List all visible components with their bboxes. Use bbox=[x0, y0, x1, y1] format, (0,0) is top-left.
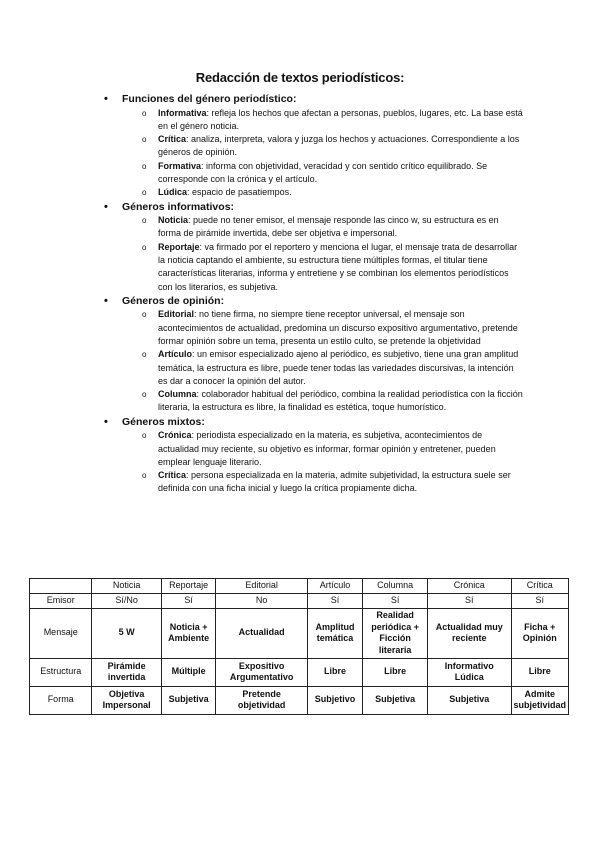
table-header-cell: Columna bbox=[363, 579, 428, 594]
table-row-label: Mensaje bbox=[30, 608, 92, 658]
circle-bullet-icon: o bbox=[142, 108, 147, 118]
item-term: Informativa bbox=[158, 107, 207, 118]
table-cell: Amplitud temática bbox=[307, 608, 362, 658]
item-term: Editorial bbox=[158, 309, 195, 320]
list-item bbox=[104, 388, 524, 415]
table-cell: Libre bbox=[511, 658, 569, 686]
item-text: : refleja los hechos que afectan a personas, pueblos, lugares, etc. La base está en el género noticia. bbox=[158, 107, 523, 131]
table-cell: Subjetivo bbox=[307, 686, 362, 714]
section-heading: • Géneros informativos: bbox=[104, 200, 524, 215]
item-term: Crítica bbox=[158, 470, 187, 481]
list-item bbox=[104, 186, 524, 199]
table-row bbox=[30, 658, 569, 686]
list-item bbox=[104, 308, 524, 348]
table-cell: Sí bbox=[307, 594, 362, 609]
circle-bullet-icon: o bbox=[142, 431, 147, 441]
table-cell: Sí/No bbox=[92, 594, 161, 609]
table-cell: Realidad periódica + Ficción literaria bbox=[363, 608, 428, 658]
item-text: : analiza, interpreta, valora y juzga los hechos y actuaciones. Correspondiente a los géneros de opinión. bbox=[158, 134, 520, 158]
table-row-label: Forma bbox=[30, 686, 92, 714]
item-term: Columna bbox=[158, 389, 197, 400]
section-heading: • Géneros mixtos: bbox=[104, 415, 524, 430]
circle-bullet-icon: o bbox=[142, 188, 147, 198]
table-header-cell: Editorial bbox=[216, 579, 307, 594]
table-cell: Pretende objetividad bbox=[216, 686, 307, 714]
table-cell: Admite subjetividad bbox=[511, 686, 569, 714]
section-heading: • Funciones del género periodístico: bbox=[104, 92, 524, 107]
section-heading: • Géneros de opinión: bbox=[104, 294, 524, 309]
item-term: Crítica bbox=[158, 134, 187, 145]
circle-bullet-icon: o bbox=[142, 390, 147, 400]
table-cell: Múltiple bbox=[161, 658, 216, 686]
table-cell: Expositivo Argumentativo bbox=[216, 658, 307, 686]
circle-bullet-icon: o bbox=[142, 216, 147, 226]
table-header-row bbox=[30, 579, 569, 594]
table-row-label: Estructura bbox=[30, 658, 92, 686]
document-body bbox=[104, 92, 524, 496]
table-row bbox=[30, 608, 569, 658]
circle-bullet-icon: o bbox=[142, 135, 147, 145]
table-cell: Libre bbox=[307, 658, 362, 686]
table-header-cell: Noticia bbox=[92, 579, 161, 594]
section-funciones bbox=[104, 92, 524, 200]
table-cell: Ficha + Opinión bbox=[511, 608, 569, 658]
item-text: : persona especializada en la materia, admite subjetividad, la estructura suele ser definida con una ficha inicial y luego la crítica propiamente dicha. bbox=[158, 470, 511, 494]
table-row bbox=[30, 686, 569, 714]
list-item bbox=[104, 429, 524, 469]
table-cell: Subjetiva bbox=[363, 686, 428, 714]
item-text: : un emisor especializado ajeno al periódico, es subjetivo, tiene una gran amplitud temática, la estructura es libre, puede tener todas las variedades discursivas, la intención es dar a conocer la opinión del autor. bbox=[158, 349, 519, 386]
table-header-cell bbox=[30, 579, 92, 594]
circle-bullet-icon: o bbox=[142, 242, 147, 252]
item-term: Artículo bbox=[158, 349, 193, 360]
table-cell: Actualidad muy reciente bbox=[428, 608, 511, 658]
list-item bbox=[104, 107, 524, 134]
table-cell: Subjetiva bbox=[428, 686, 511, 714]
section-opinion bbox=[104, 294, 524, 415]
table-cell: Informativo Lúdica bbox=[428, 658, 511, 686]
item-text: : va firmado por el reportero y menciona el lugar, el mensaje trata de desarrollar la noticia captando el ambiente, su estructura tiene múltiples formas, el titular tiene características literarias, informa y entretiene y se combinan los elementos periodísticos con los literarios, es subjetiva. bbox=[158, 241, 518, 292]
item-text: : periodista especializado en la materia, es subjetiva, acontecimientos de actualidad muy reciente, su objetivo es informar, formar opinión y entretener, pueden emplear lenguaje literario. bbox=[158, 430, 496, 467]
circle-bullet-icon: o bbox=[142, 310, 147, 320]
table-row-label: Emisor bbox=[30, 594, 92, 609]
table-header-cell: Reportaje bbox=[161, 579, 216, 594]
item-text: : informa con objetividad, veracidad y con sentido crítico equilibrado. Se corresponde con la crónica y el artículo. bbox=[158, 160, 488, 184]
table-cell: Pirámide invertida bbox=[92, 658, 161, 686]
table-header-cell: Crítica bbox=[511, 579, 569, 594]
table-header-cell: Crónica bbox=[428, 579, 511, 594]
circle-bullet-icon: o bbox=[142, 350, 147, 360]
table-cell: Sí bbox=[363, 594, 428, 609]
item-text: : espacio de pasatiempos. bbox=[187, 187, 292, 198]
section-mixtos bbox=[104, 415, 524, 496]
table-row bbox=[30, 594, 569, 609]
item-text: : no tiene firma, no siempre tiene receptor universal, el mensaje son acontecimientos de actualidad, predomina un discurso expositivo argumentativo, pretende formar opinión sobre un tema, presenta un estilo culto, se pretende la objetividad bbox=[158, 309, 518, 346]
circle-bullet-icon: o bbox=[142, 471, 147, 481]
item-text: : puede no tener emisor, el mensaje responde las cinco w, su estructura es en forma de pirámide invertida, debe ser objetiva e impersonal. bbox=[158, 215, 499, 239]
list-item bbox=[104, 214, 524, 241]
table-cell: Noticia + Ambiente bbox=[161, 608, 216, 658]
table-cell: No bbox=[216, 594, 307, 609]
table-cell: Sí bbox=[161, 594, 216, 609]
circle-bullet-icon: o bbox=[142, 161, 147, 171]
list-item bbox=[104, 469, 524, 496]
item-term: Crónica bbox=[158, 430, 192, 441]
page-title: Redacción de textos periodísticos: bbox=[195, 70, 405, 85]
list-item bbox=[104, 160, 524, 187]
section-informativos bbox=[104, 200, 524, 294]
item-term: Formativa bbox=[158, 160, 202, 171]
item-term: Lúdica bbox=[158, 187, 188, 198]
table-cell: 5 W bbox=[92, 608, 161, 658]
list-item bbox=[104, 241, 524, 294]
table-cell: Sí bbox=[511, 594, 569, 609]
table-cell: Objetiva Impersonal bbox=[92, 686, 161, 714]
table-cell: Libre bbox=[363, 658, 428, 686]
table-cell: Sí bbox=[428, 594, 511, 609]
table-cell: Subjetiva bbox=[161, 686, 216, 714]
summary-table bbox=[29, 578, 569, 715]
table-header-cell: Artículo bbox=[307, 579, 362, 594]
list-item bbox=[104, 133, 524, 160]
item-term: Reportaje bbox=[158, 241, 200, 252]
item-text: : colaborador habitual del periódico, combina la realidad periodística con la ficción literaria, la estructura es libre, la finalidad es estética, toque humorístico. bbox=[158, 389, 523, 413]
item-term: Noticia bbox=[158, 215, 189, 226]
table-cell: Actualidad bbox=[216, 608, 307, 658]
list-item bbox=[104, 348, 524, 388]
